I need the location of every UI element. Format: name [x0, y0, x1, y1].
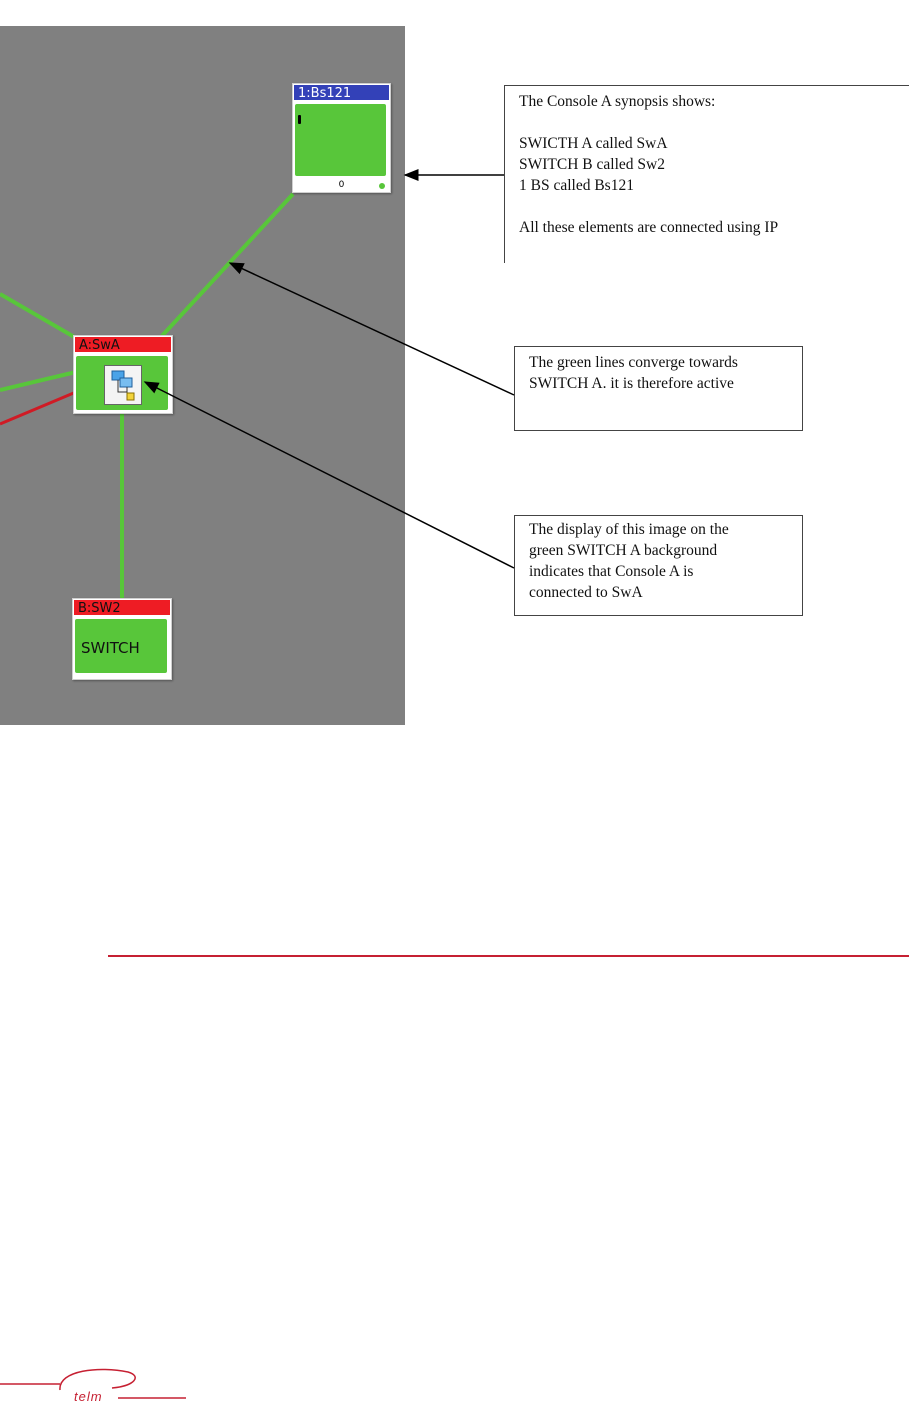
callout-green-lines-line: The green lines converge towards	[529, 354, 738, 371]
node-switch-b-label: SWITCH	[81, 639, 140, 657]
node-bs121-title: 1:Bs121	[293, 84, 390, 101]
callout-display-image-line: green SWITCH A background	[529, 542, 718, 559]
callout-synopsis-line: The Console A synopsis shows:	[519, 93, 716, 110]
arrow-green-lines-to-link	[230, 263, 514, 395]
callout-display-image-line: connected to SwA	[529, 584, 643, 601]
arrow-display-image-to-icon	[145, 382, 514, 568]
footer-rule	[108, 955, 909, 957]
telm-logo-text: telm	[74, 1389, 103, 1404]
callout-synopsis-line: SWITCH B called Sw2	[519, 156, 665, 173]
node-switch-b-title: B:SW2	[73, 599, 171, 616]
callout-synopsis-line: All these elements are connected using IP	[519, 219, 779, 236]
callout-green-lines-line: SWITCH A. it is therefore active	[529, 375, 734, 392]
callout-display-image-line: The display of this image on the	[529, 521, 729, 538]
callout-synopsis-line: 1 BS called Bs121	[519, 177, 634, 194]
callout-synopsis-line: SWICTH A called SwA	[519, 135, 668, 152]
node-bs121-footer-value: 0	[338, 180, 345, 190]
callout-display-image-line: indicates that Console A is	[529, 563, 694, 580]
node-switch-a-title: A:SwA	[74, 336, 172, 353]
